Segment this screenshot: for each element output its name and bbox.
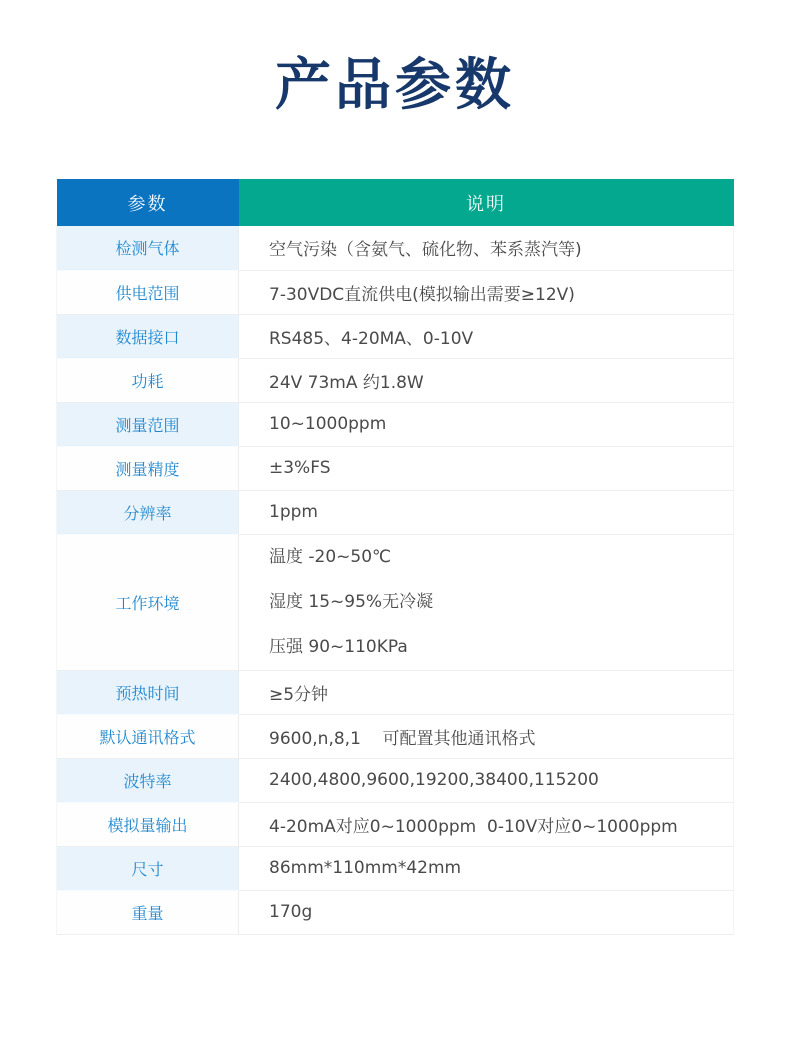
spec-table xyxy=(56,179,734,935)
table-row xyxy=(57,402,734,446)
desc-line: 压强 90~110KPa xyxy=(269,636,408,657)
desc-cell: 4-20mA对应0~1000ppm 0-10V对应0~1000ppm xyxy=(239,802,734,846)
table-row xyxy=(57,314,734,358)
desc-cell: 86mm*110mm*42mm xyxy=(239,846,734,890)
table-row xyxy=(57,714,734,758)
desc-cell: RS485、4-20MA、0-10V xyxy=(239,314,734,358)
desc-cell: 170g xyxy=(239,890,734,934)
table-row xyxy=(57,446,734,490)
desc-line: 湿度 15~95%无冷凝 xyxy=(269,591,434,612)
desc-line: 温度 -20~50℃ xyxy=(269,546,392,567)
spec-table-head xyxy=(57,179,734,226)
desc-cell: ±3%FS xyxy=(239,446,734,490)
table-header-row xyxy=(57,179,734,226)
param-cell: 默认通讯格式 xyxy=(57,714,239,758)
table-row xyxy=(57,846,734,890)
param-cell: 波特率 xyxy=(57,758,239,802)
table-row xyxy=(57,226,734,270)
page-title: 产品参数 xyxy=(275,53,515,118)
desc-cell: 7-30VDC直流供电(模拟输出需要≥12V) xyxy=(239,270,734,314)
param-cell: 预热时间 xyxy=(57,670,239,714)
table-row xyxy=(57,490,734,534)
param-cell: 尺寸 xyxy=(57,846,239,890)
param-cell: 数据接口 xyxy=(57,314,239,358)
desc-cell: 10~1000ppm xyxy=(239,402,734,446)
spec-table-body xyxy=(57,226,734,934)
desc-cell: 2400,4800,9600,19200,38400,115200 xyxy=(239,758,734,802)
table-row xyxy=(57,890,734,934)
param-cell: 重量 xyxy=(57,890,239,934)
desc-cell: 空气污染（含氨气、硫化物、苯系蒸汽等) xyxy=(239,226,734,270)
table-row xyxy=(57,758,734,802)
table-row xyxy=(57,534,734,670)
param-cell: 分辨率 xyxy=(57,490,239,534)
param-cell: 工作环境 xyxy=(57,534,239,670)
desc-column-header: 说明 xyxy=(239,179,734,226)
param-cell: 功耗 xyxy=(57,358,239,402)
param-cell: 测量精度 xyxy=(57,446,239,490)
desc-cell: 1ppm xyxy=(239,490,734,534)
param-column-header: 参数 xyxy=(57,179,239,226)
table-row xyxy=(57,270,734,314)
product-parameters-page xyxy=(0,52,790,935)
desc-cell: ≥5分钟 xyxy=(239,670,734,714)
table-row xyxy=(57,802,734,846)
param-cell: 供电范围 xyxy=(57,270,239,314)
param-cell: 测量范围 xyxy=(57,402,239,446)
desc-cell: 24V 73mA 约1.8W xyxy=(239,358,734,402)
desc-cell: 9600,n,8,1 可配置其他通讯格式 xyxy=(239,714,734,758)
param-cell: 模拟量输出 xyxy=(57,802,239,846)
table-row xyxy=(57,670,734,714)
param-cell: 检测气体 xyxy=(57,226,239,270)
desc-cell xyxy=(239,534,734,670)
table-row xyxy=(57,358,734,402)
